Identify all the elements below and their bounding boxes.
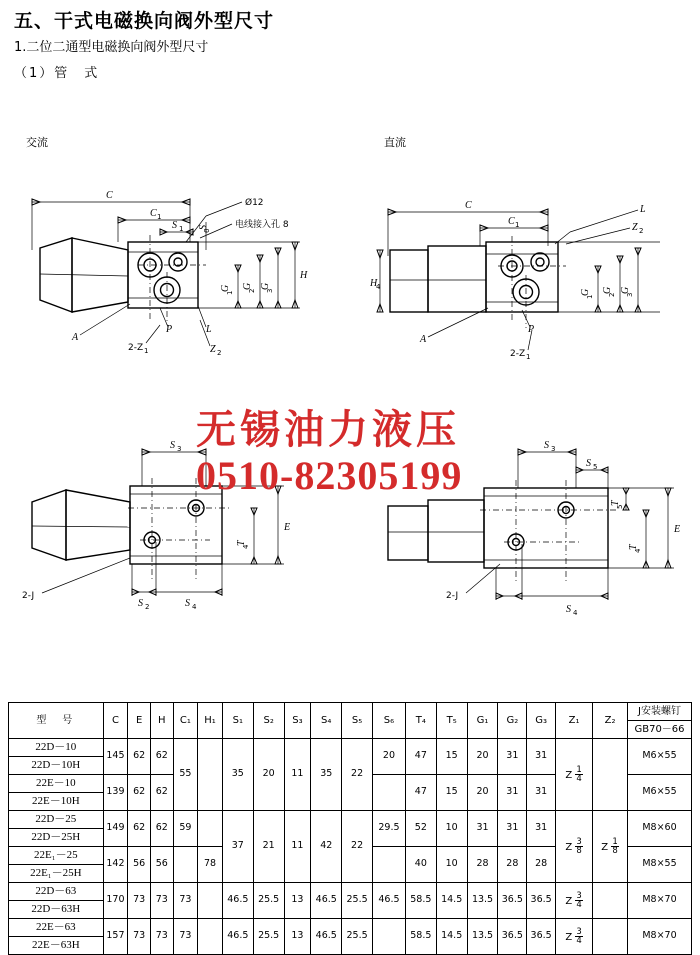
th-screw-line2: GB70－66	[628, 721, 692, 739]
cell-h1	[198, 919, 223, 955]
cell-c: 170	[103, 883, 128, 919]
cell-t4: 58.5	[405, 883, 436, 919]
th-s3: S₃	[284, 703, 311, 739]
cell-c1: 59	[173, 811, 198, 847]
svg-text:1: 1	[586, 294, 594, 299]
cell-h1	[198, 811, 223, 847]
cell-h: 62	[150, 811, 173, 847]
svg-text:T: T	[628, 544, 639, 550]
th-t5: T₅	[436, 703, 467, 739]
svg-text:T: T	[610, 500, 621, 506]
svg-text:3: 3	[626, 292, 634, 297]
svg-text:E: E	[284, 522, 291, 533]
cell-z1: Z $\frac{3}{8}$	[556, 811, 593, 883]
section-subsubtitle: （1）管 式	[14, 66, 100, 81]
cell-s4: 35	[311, 739, 342, 811]
svg-text:4: 4	[634, 548, 642, 553]
svg-text:2: 2	[639, 227, 644, 235]
cell-s5: 25.5	[342, 919, 373, 955]
cell-c: 145	[103, 739, 128, 775]
cell-screw: M6×55	[628, 739, 692, 775]
svg-text:4: 4	[376, 283, 381, 291]
table-header-row	[9, 703, 692, 721]
svg-text:4: 4	[192, 603, 197, 611]
th-model: 型 号	[9, 703, 104, 739]
cell-g1: 31	[467, 811, 498, 847]
svg-text:S: S	[170, 440, 175, 451]
th-s4: S₄	[311, 703, 342, 739]
cell-c1: 73	[173, 883, 198, 919]
cell-s3: 11	[284, 739, 311, 811]
spec-table	[8, 702, 692, 955]
cell-s4: 46.5	[311, 919, 342, 955]
svg-text:C: C	[150, 208, 157, 219]
cell-s2: 25.5	[253, 919, 284, 955]
svg-text:2: 2	[248, 288, 256, 293]
svg-text:4: 4	[242, 544, 250, 549]
svg-text:E: E	[674, 524, 681, 535]
cell-s2: 21	[253, 811, 284, 883]
cell-s3: 13	[284, 883, 311, 919]
svg-text:L: L	[206, 324, 212, 335]
svg-text:2-J: 2-J	[446, 591, 459, 601]
table-row	[9, 811, 692, 829]
cell-screw: M8×60	[628, 811, 692, 847]
svg-text:S: S	[172, 220, 177, 231]
svg-text:S: S	[198, 225, 209, 230]
cell-h1	[198, 883, 223, 919]
cell-g2: 31	[498, 811, 527, 847]
cell-g2: 28	[498, 847, 527, 883]
svg-text:S: S	[544, 440, 549, 451]
svg-text:T: T	[236, 540, 247, 546]
cell-s6	[373, 775, 406, 811]
cell-s3: 11	[284, 811, 311, 883]
cell-t4: 47	[405, 775, 436, 811]
cell-e: 73	[128, 919, 151, 955]
cell-s4: 46.5	[311, 883, 342, 919]
cell-screw: M8×70	[628, 883, 692, 919]
cell-h: 56	[150, 847, 173, 883]
th-screw-line1: J安装螺钉	[628, 703, 692, 721]
cell-model: 22E－10H	[9, 793, 104, 811]
cell-s5: 22	[342, 739, 373, 811]
cell-g2: 31	[498, 739, 527, 775]
svg-text:S: S	[138, 598, 143, 609]
drawing-top-right	[370, 180, 700, 375]
cell-e: 73	[128, 883, 151, 919]
svg-text:1: 1	[515, 221, 520, 229]
cell-z2	[593, 739, 628, 811]
svg-text:2-Z: 2-Z	[128, 343, 144, 353]
cell-e: 56	[128, 847, 151, 883]
cell-g1: 28	[467, 847, 498, 883]
cell-model: 22E₁－25	[9, 847, 104, 865]
cell-c1: 55	[173, 739, 198, 811]
cell-h1: 78	[198, 847, 223, 883]
svg-text:P: P	[528, 324, 535, 335]
cell-g1: 20	[467, 775, 498, 811]
cell-model: 22E－63H	[9, 937, 104, 955]
cell-c: 149	[103, 811, 128, 847]
cell-z1: Z $\frac{3}{4}$	[556, 919, 593, 955]
svg-text:G: G	[242, 282, 253, 290]
svg-text:3: 3	[266, 288, 274, 293]
th-g3: G₃	[527, 703, 556, 739]
cell-z1: Z $\frac{3}{4}$	[556, 883, 593, 919]
svg-text:1: 1	[179, 225, 184, 233]
svg-text:C: C	[465, 200, 472, 211]
cell-c1	[173, 847, 198, 883]
cell-model: 22D－10H	[9, 757, 104, 775]
th-s5: S₅	[342, 703, 373, 739]
cell-s6: 46.5	[373, 883, 406, 919]
th-s6: S₆	[373, 703, 406, 739]
th-s2: S₂	[253, 703, 284, 739]
svg-text:4: 4	[573, 609, 578, 617]
cell-model: 22E₁－25H	[9, 865, 104, 883]
cell-t4: 47	[405, 739, 436, 775]
svg-text:3: 3	[551, 445, 556, 453]
svg-text:2: 2	[608, 292, 616, 297]
cell-t5: 14.5	[436, 919, 467, 955]
cell-z2: Z $\frac{1}{8}$	[593, 811, 628, 883]
cell-t5: 10	[436, 811, 467, 847]
cell-s2: 25.5	[253, 883, 284, 919]
cell-g2: 36.5	[498, 883, 527, 919]
svg-text:G: G	[580, 288, 591, 296]
svg-text:G: G	[220, 284, 231, 292]
cell-g3: 31	[527, 811, 556, 847]
cell-s1: 46.5	[222, 919, 253, 955]
th-c: C	[103, 703, 128, 739]
svg-text:1: 1	[157, 213, 162, 221]
cell-model: 22D－25H	[9, 829, 104, 847]
cell-s1: 35	[222, 739, 253, 811]
cell-g3: 31	[527, 775, 556, 811]
svg-text:S: S	[586, 458, 591, 469]
watermark-phone: 0510-82305199	[196, 453, 463, 498]
th-z1: Z₁	[556, 703, 593, 739]
cell-g2: 31	[498, 775, 527, 811]
svg-text:2: 2	[145, 603, 150, 611]
th-h: H	[150, 703, 173, 739]
svg-text:5: 5	[593, 463, 598, 471]
cell-g1: 13.5	[467, 883, 498, 919]
cell-g3: 28	[527, 847, 556, 883]
svg-text:C: C	[106, 190, 113, 201]
cell-model: 22D－25	[9, 811, 104, 829]
svg-text:C: C	[508, 216, 515, 227]
th-e: E	[128, 703, 151, 739]
svg-text:P: P	[166, 324, 173, 335]
cell-z1: Z $\frac{1}{4}$	[556, 739, 593, 811]
svg-text:3: 3	[177, 445, 182, 453]
svg-text:1: 1	[526, 353, 531, 361]
svg-text:G: G	[620, 286, 631, 294]
section-subtitle: 1.二位二通型电磁换向阀外型尺寸	[14, 40, 209, 55]
svg-text:L: L	[640, 204, 646, 215]
cell-s1: 46.5	[222, 883, 253, 919]
svg-text:H: H	[370, 278, 378, 289]
svg-text:2-J: 2-J	[22, 591, 35, 601]
table-row	[9, 739, 692, 757]
svg-text:电线接入孔 8: 电线接入孔 8	[235, 220, 289, 230]
th-h1: H₁	[198, 703, 223, 739]
cell-c1: 73	[173, 919, 198, 955]
svg-text:A: A	[72, 332, 79, 343]
label-ac: 交流	[26, 136, 48, 149]
cell-h1	[198, 739, 223, 811]
svg-text:5: 5	[616, 504, 624, 509]
cell-model: 22E－10	[9, 775, 104, 793]
svg-text:Ø12: Ø12	[245, 198, 264, 208]
svg-text:2: 2	[217, 349, 222, 357]
cell-h: 62	[150, 739, 173, 775]
svg-text:S: S	[566, 604, 571, 615]
svg-text:G: G	[602, 286, 613, 294]
drawing-top-left	[10, 180, 360, 375]
th-g1: G₁	[467, 703, 498, 739]
svg-text:Z: Z	[210, 344, 216, 355]
svg-text:2-Z: 2-Z	[510, 349, 526, 359]
th-z2: Z₂	[593, 703, 628, 739]
cell-s6	[373, 919, 406, 955]
page-title: 五、干式电磁换向阀外型尺寸	[14, 10, 275, 32]
cell-e: 62	[128, 811, 151, 847]
cell-s5: 25.5	[342, 883, 373, 919]
svg-text:H: H	[300, 270, 308, 281]
cell-model: 22D－63	[9, 883, 104, 901]
cell-t5: 14.5	[436, 883, 467, 919]
svg-text:S: S	[185, 598, 190, 609]
cell-z2	[593, 919, 628, 955]
table-row	[9, 919, 692, 937]
th-t4: T₄	[405, 703, 436, 739]
svg-text:6: 6	[203, 228, 211, 233]
cell-s3: 13	[284, 919, 311, 955]
cell-c: 157	[103, 919, 128, 955]
th-c1: C₁	[173, 703, 198, 739]
cell-s5: 22	[342, 811, 373, 883]
cell-model: 22D－10	[9, 739, 104, 757]
cell-s6	[373, 847, 406, 883]
spec-table-wrapper	[8, 702, 692, 955]
cell-e: 62	[128, 775, 151, 811]
cell-s6: 20	[373, 739, 406, 775]
svg-text:A: A	[420, 334, 427, 345]
cell-g2: 36.5	[498, 919, 527, 955]
cell-c: 142	[103, 847, 128, 883]
cell-model: 22D－63H	[9, 901, 104, 919]
cell-g1: 13.5	[467, 919, 498, 955]
th-g2: G₂	[498, 703, 527, 739]
cell-t5: 15	[436, 739, 467, 775]
cell-h: 73	[150, 883, 173, 919]
label-dc: 直流	[384, 136, 406, 149]
cell-g3: 36.5	[527, 919, 556, 955]
cell-s1: 37	[222, 811, 253, 883]
cell-s6: 29.5	[373, 811, 406, 847]
cell-h: 73	[150, 919, 173, 955]
cell-s2: 20	[253, 739, 284, 811]
cell-t4: 58.5	[405, 919, 436, 955]
table-row	[9, 883, 692, 901]
th-s1: S₁	[222, 703, 253, 739]
svg-text:1: 1	[144, 347, 149, 355]
cell-t4: 40	[405, 847, 436, 883]
svg-text:1: 1	[226, 290, 234, 295]
cell-t5: 15	[436, 775, 467, 811]
cell-e: 62	[128, 739, 151, 775]
svg-text:G: G	[260, 282, 271, 290]
cell-screw: M6×55	[628, 775, 692, 811]
cell-g3: 31	[527, 739, 556, 775]
watermark-company: 无锡油力液压	[196, 407, 460, 453]
cell-screw: M8×70	[628, 919, 692, 955]
cell-c: 139	[103, 775, 128, 811]
cell-s4: 42	[311, 811, 342, 883]
cell-g1: 20	[467, 739, 498, 775]
cell-g3: 36.5	[527, 883, 556, 919]
cell-z2	[593, 883, 628, 919]
cell-screw: M8×55	[628, 847, 692, 883]
cell-t5: 10	[436, 847, 467, 883]
cell-t4: 52	[405, 811, 436, 847]
svg-text:Z: Z	[632, 222, 638, 233]
cell-h: 62	[150, 775, 173, 811]
cell-model: 22E－63	[9, 919, 104, 937]
